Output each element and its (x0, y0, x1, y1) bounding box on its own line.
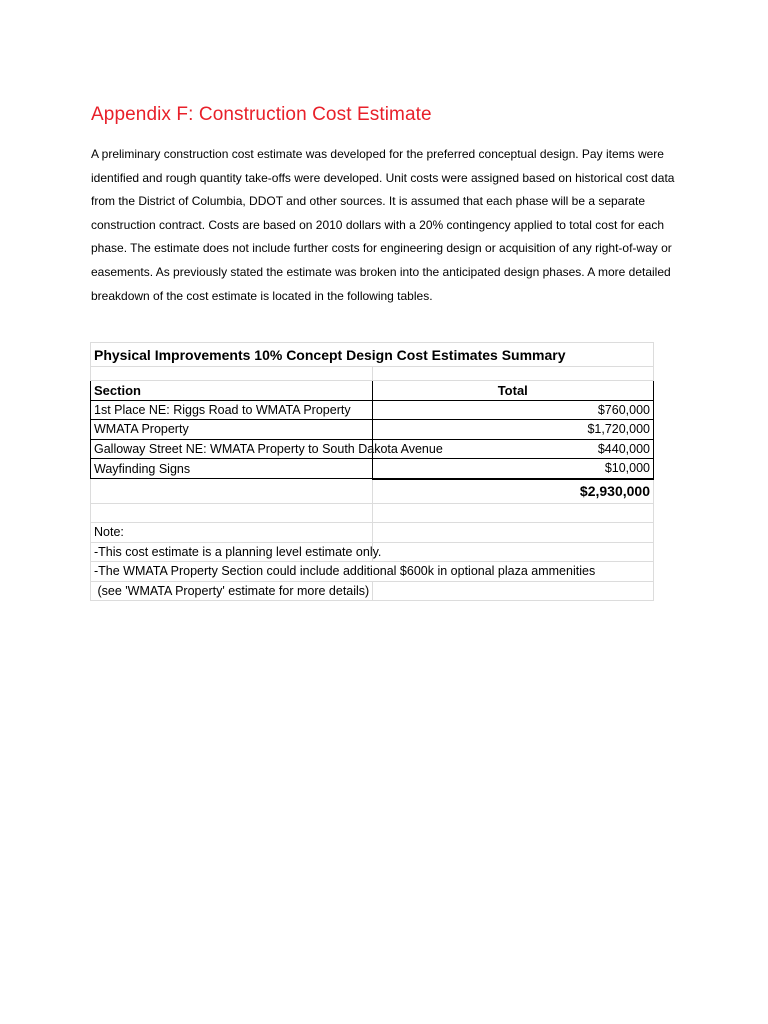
table-row (91, 459, 654, 479)
column-header-row (91, 381, 654, 401)
spacer-row (91, 503, 654, 523)
grand-total: $2,930,000 (372, 479, 654, 504)
total-cell: $1,720,000 (372, 420, 654, 440)
section-cell: Galloway Street NE: WMATA Property to South Dakota Avenue (91, 439, 373, 459)
empty-cell (372, 503, 654, 523)
note-text: -The WMATA Property Section could include additional $600k in optional plaza ammenities (91, 562, 654, 582)
empty-cell (372, 367, 654, 381)
page-title: Appendix F: Construction Cost Estimate (91, 104, 432, 125)
cost-summary-table (90, 342, 654, 601)
section-header: Section (91, 381, 373, 401)
empty-cell (91, 479, 373, 504)
empty-cell (372, 523, 654, 543)
note-row (91, 542, 654, 562)
empty-cell (372, 542, 654, 562)
total-header: Total (372, 381, 654, 401)
total-cell: $440,000 (372, 439, 654, 459)
table-row (91, 439, 654, 459)
total-cell: $10,000 (372, 459, 654, 479)
note-row (91, 562, 654, 582)
note-label: Note: (91, 523, 373, 543)
section-cell: 1st Place NE: Riggs Road to WMATA Property (91, 400, 373, 420)
empty-cell (372, 581, 654, 601)
empty-cell (91, 367, 373, 381)
table-title: Physical Improvements 10% Concept Design Cost Estimates Summary (91, 343, 654, 367)
table-row (91, 400, 654, 420)
total-cell: $760,000 (372, 400, 654, 420)
section-cell: Wayfinding Signs (91, 459, 373, 479)
note-text: -This cost estimate is a planning level estimate only. (91, 542, 373, 562)
spacer-row (91, 367, 654, 381)
note-row (91, 581, 654, 601)
intro-paragraph: A preliminary construction cost estimate was developed for the preferred conceptual design. Pay items were identified and rough quantity take-offs were developed. Unit costs were assigned based on historical cost data from the District of Columbia, DDOT and other sources. It is assumed that each phase will be a separate construction contract. Costs are based on 2010 dollars with a 20% contingency applied to total cost for each phase. The estimate does not include further costs for engineering design or acquisition of any right-of-way or easements. As previously stated the estimate was broken into the anticipated design phases. A more detailed breakdown of the cost estimate is located in the following tables. (91, 147, 675, 303)
section-cell: WMATA Property (91, 420, 373, 440)
grand-total-row (91, 479, 654, 504)
table-row (91, 420, 654, 440)
note-text: (see 'WMATA Property' estimate for more details) (91, 581, 373, 601)
table-title-row (91, 343, 654, 367)
empty-cell (91, 503, 373, 523)
note-row (91, 523, 654, 543)
